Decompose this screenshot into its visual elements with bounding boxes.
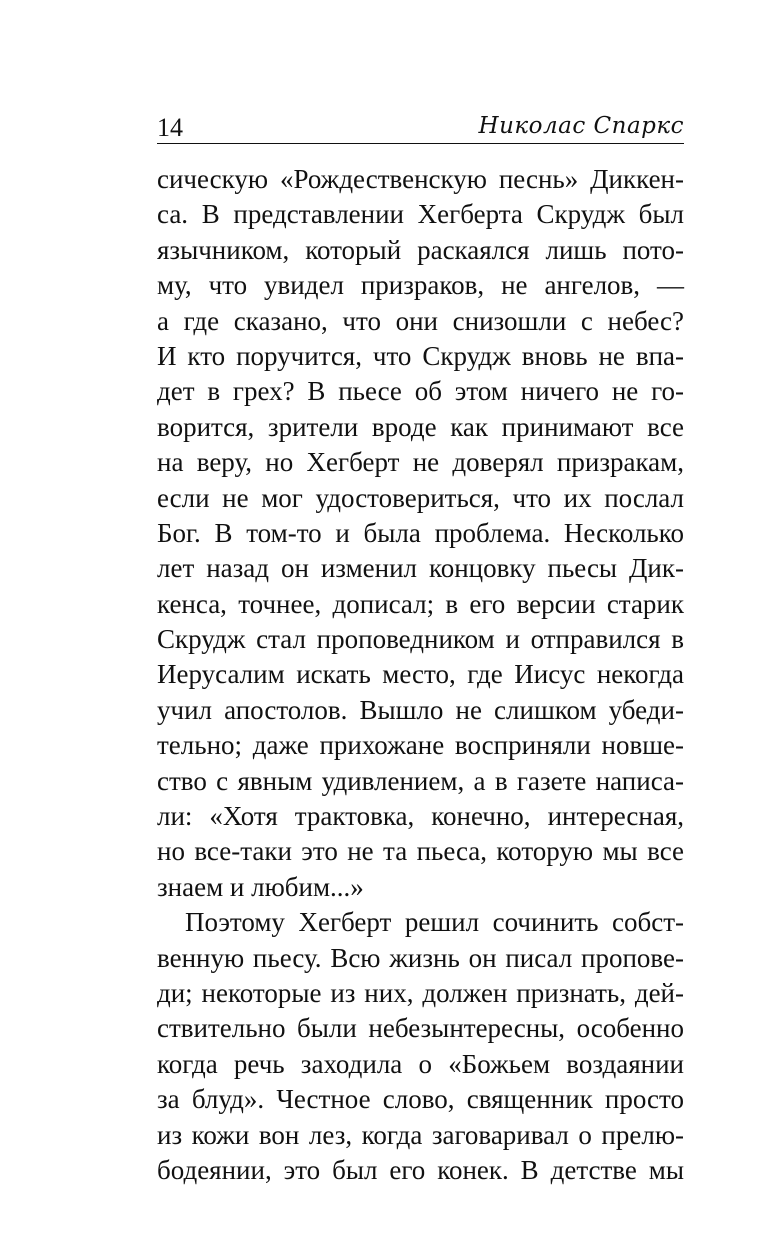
text-line: лет назад он изменил концовку пьесы Дик- bbox=[157, 553, 684, 584]
text-line: дет в грех? В пьесе об этом ничего не го- bbox=[157, 376, 684, 407]
text-line: И кто поручится, что Скрудж вновь не впа- bbox=[157, 340, 684, 371]
text-line: а где сказано, что они снизошли с небес? bbox=[157, 305, 684, 336]
paragraph-first-line: Поэтому Хегберт решил сочинить собст- bbox=[185, 907, 684, 938]
header-rule bbox=[157, 143, 684, 144]
text-line: но все-таки это не та пьеса, которую мы все bbox=[157, 836, 684, 867]
running-head-author: Николас Спаркс bbox=[478, 113, 684, 139]
text-line: Бог. В том-то и была проблема. Несколько bbox=[157, 517, 684, 548]
text-line: бодеянии, это был его конек. В детстве мы bbox=[157, 1154, 684, 1185]
body-text bbox=[157, 162, 684, 1188]
text-line: Иерусалим искать место, где Иисус некогда bbox=[157, 659, 684, 690]
text-line: сическую «Рождественскую песнь» Диккен- bbox=[157, 164, 684, 194]
text-line: тельно; даже прихожане восприняли новше- bbox=[157, 730, 684, 761]
text-line: если не мог удостовериться, что их послал bbox=[157, 482, 684, 513]
text-line: са. В представлении Хегберта Скрудж был bbox=[157, 199, 684, 230]
text-line: из кожи вон лез, когда заговаривал о прелю- bbox=[157, 1119, 684, 1150]
page-number: 14 bbox=[157, 113, 183, 142]
text-line: венную пьесу. Всю жизнь он писал пропове- bbox=[157, 942, 684, 973]
text-line: ворится, зрители вроде как принимают все bbox=[157, 411, 684, 442]
page-header bbox=[157, 108, 684, 144]
text-line: ство с явным удивлением, а в газете написа- bbox=[157, 765, 684, 796]
text-line: язычником, который раскаялся лишь пото- bbox=[157, 234, 684, 265]
text-line: ствительно были небезынтересны, особенно bbox=[157, 1013, 684, 1044]
text-line: учил апостолов. Вышло не слишком убеди- bbox=[157, 694, 684, 725]
text-line: на веру, но Хегберт не доверял призракам, bbox=[157, 447, 684, 478]
text-line: когда речь заходила о «Божьем воздаянии bbox=[157, 1048, 684, 1079]
text-line: кенса, точнее, дописал; в его версии старик bbox=[157, 588, 684, 619]
text-line: ли: «Хотя трактовка, конечно, интересная, bbox=[157, 801, 684, 832]
text-line: му, что увидел призраков, не ангелов, — bbox=[157, 270, 684, 301]
text-line: за блуд». Честное слово, священник просто bbox=[157, 1084, 684, 1115]
text-line: ди; некоторые из них, должен признать, дей- bbox=[157, 977, 684, 1008]
paragraph-end-line: знаем и любим...» bbox=[157, 871, 364, 902]
text-line: Скрудж стал проповедником и отправился в bbox=[157, 624, 684, 655]
